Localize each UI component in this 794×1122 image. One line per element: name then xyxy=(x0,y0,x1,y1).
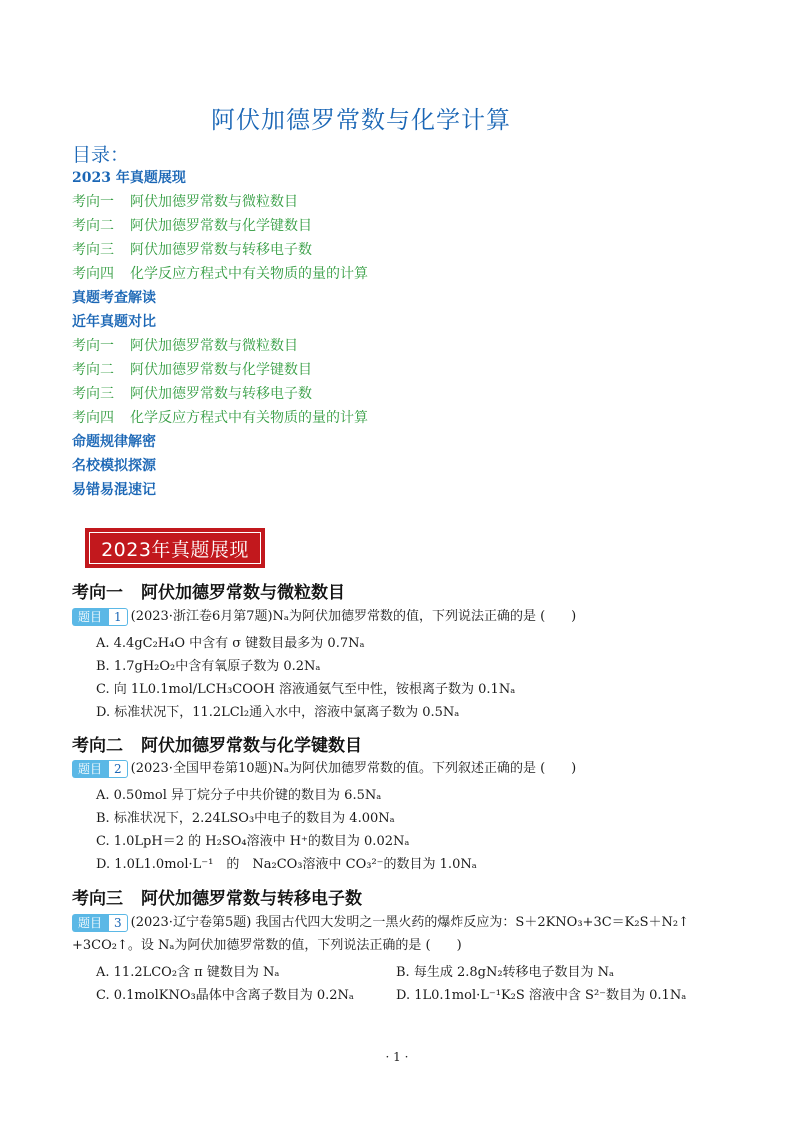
toc-item-prefix: 考向三 xyxy=(72,386,114,402)
toc-section-item[interactable]: 名校模拟探源 xyxy=(72,458,156,474)
toc-subsection-item[interactable] xyxy=(72,358,368,382)
toc-subsection-item[interactable] xyxy=(72,262,368,286)
toc-item-text: 化学反应方程式中有关物质的量的计算 xyxy=(130,266,368,282)
option-c: C. 0.1molKNO₃晶体中含离子数目为 0.2Nₐ xyxy=(96,988,354,1003)
section-prefix: 考向三 xyxy=(72,889,123,909)
toc-item-prefix: 考向一 xyxy=(72,338,114,354)
toc-item-text: 阿伏加德罗常数与微粒数目 xyxy=(130,194,298,210)
badge-label: 题目 xyxy=(72,760,108,778)
toc-section-item[interactable]: 命题规律解密 xyxy=(72,434,156,450)
toc-section-item[interactable]: 2023 年真题展现 xyxy=(72,170,186,186)
question-text: (2023·浙江卷6月第7题)Nₐ为阿伏加德罗常数的值，下列说法正确的是 ( ) xyxy=(130,609,577,624)
toc-item-text: 阿伏加德罗常数与转移电子数 xyxy=(130,242,312,258)
option-d: D. 1.0L1.0mol·L⁻¹ 的 Na₂CO₃溶液中 CO₃²⁻的数目为 1.0Nₐ xyxy=(96,857,477,872)
toc-subsection-item[interactable] xyxy=(72,406,368,430)
option-b: B. 1.7gH₂O₂中含有氧原子数为 0.2Nₐ xyxy=(96,659,321,674)
toc-item-text: 阿伏加德罗常数与转移电子数 xyxy=(130,386,312,402)
option-d: D. 标准状况下，11.2LCl₂通入水中，溶液中氯离子数为 0.5Nₐ xyxy=(96,705,460,720)
section-title: 阿伏加德罗常数与化学键数目 xyxy=(141,736,362,756)
question-1-stem xyxy=(72,607,576,627)
badge-label: 题目 xyxy=(72,608,108,626)
section-title: 阿伏加德罗常数与转移电子数 xyxy=(141,889,362,909)
toc-subsection-item[interactable] xyxy=(72,334,368,358)
toc-section-item[interactable]: 易错易混速记 xyxy=(72,482,156,498)
question-badge xyxy=(72,914,128,932)
question-3-stem-cont: +3CO₂↑。设 Nₐ为阿伏加德罗常数的值，下列说法正确的是 ( ) xyxy=(72,938,462,953)
question-3-stem xyxy=(72,913,689,933)
option-a: A. 0.50mol 异丁烷分子中共价键的数目为 6.5Nₐ xyxy=(96,788,382,803)
toc-item-prefix: 考向二 xyxy=(72,218,114,234)
badge-number: 3 xyxy=(108,914,128,932)
toc-item-prefix: 考向四 xyxy=(72,410,114,426)
toc-item-prefix: 考向一 xyxy=(72,194,114,210)
toc-item-prefix: 考向三 xyxy=(72,242,114,258)
toc-section-item[interactable]: 真题考查解读 xyxy=(72,290,156,306)
question-badge xyxy=(72,760,128,778)
section-heading-1 xyxy=(72,578,345,603)
toc-item-text: 阿伏加德罗常数与化学键数目 xyxy=(130,218,312,234)
option-b: B. 标准状况下，2.24LSO₃中电子的数目为 4.00Nₐ xyxy=(96,811,395,826)
option-c: C. 1.0LpH＝2 的 H₂SO₄溶液中 H⁺的数目为 0.02Nₐ xyxy=(96,834,410,849)
option-b: B. 每生成 2.8gN₂转移电子数目为 Nₐ xyxy=(396,965,615,980)
banner-frame xyxy=(89,532,261,564)
section-banner xyxy=(85,528,265,568)
option-a: A. 11.2LCO₂含 π 键数目为 Nₐ xyxy=(96,965,280,980)
toc-subsection-item[interactable] xyxy=(72,190,368,214)
toc-subsection-item[interactable] xyxy=(72,238,368,262)
toc-item-prefix: 考向四 xyxy=(72,266,114,282)
badge-number: 1 xyxy=(108,608,128,626)
toc-subsection-item[interactable] xyxy=(72,382,368,406)
section-heading-3 xyxy=(72,884,362,909)
toc-item-text: 化学反应方程式中有关物质的量的计算 xyxy=(130,410,368,426)
option-c: C. 向 1L0.1mol/LCH₃COOH 溶液通氨气至中性，铵根离子数为 0.1Nₐ xyxy=(96,682,516,697)
toc-item-text: 阿伏加德罗常数与化学键数目 xyxy=(130,362,312,378)
toc-heading: 目录： xyxy=(72,144,130,166)
toc-section-item[interactable]: 近年真题对比 xyxy=(72,314,156,330)
question-badge xyxy=(72,608,128,626)
option-d: D. 1L0.1mol·L⁻¹K₂S 溶液中含 S²⁻数目为 0.1Nₐ xyxy=(396,988,687,1003)
toc-item-prefix: 考向二 xyxy=(72,362,114,378)
option-a: A. 4.4gC₂H₄O 中含有 σ 键数目最多为 0.7Nₐ xyxy=(96,636,365,651)
section-prefix: 考向一 xyxy=(72,583,123,603)
table-of-contents xyxy=(72,166,368,502)
toc-subsection-item[interactable] xyxy=(72,214,368,238)
section-prefix: 考向二 xyxy=(72,736,123,756)
section-heading-2 xyxy=(72,731,362,756)
section-title: 阿伏加德罗常数与微粒数目 xyxy=(141,583,345,603)
question-2-stem xyxy=(72,759,576,779)
badge-number: 2 xyxy=(108,760,128,778)
page-title: 阿伏加德罗常数与化学计算 xyxy=(211,106,511,134)
badge-label: 题目 xyxy=(72,914,108,932)
question-text: (2023·辽宁卷第5题) 我国古代四大发明之一黑火药的爆炸反应为：S＋2KNO₃+3C＝K₂S＋N₂↑ xyxy=(130,915,689,930)
question-text: (2023·全国甲卷第10题)Nₐ为阿伏加德罗常数的值。下列叙述正确的是 ( ) xyxy=(130,761,577,776)
page-number: · 1 · xyxy=(385,1050,409,1064)
banner-title: 2023年真题展现 xyxy=(101,538,249,561)
toc-item-text: 阿伏加德罗常数与微粒数目 xyxy=(130,338,298,354)
